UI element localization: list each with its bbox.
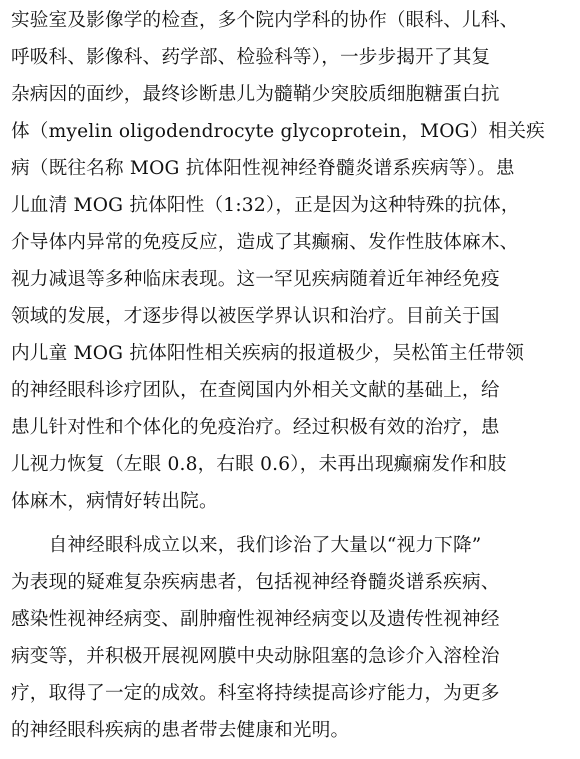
paragraph-line: 的神经眼科诊疗团队，在查阅国内外相关文献的基础上，给 bbox=[11, 380, 500, 401]
paragraph-line: 介导体内异常的免疫反应，造成了其癫痫、发作性肢体麻木、 bbox=[11, 232, 519, 253]
paragraph-line: 的神经眼科疾病的患者带去健康和光明。 bbox=[11, 720, 350, 741]
paragraph-line: 疗，取得了一定的成效。科室将持续提高诊疗能力，为更多 bbox=[11, 683, 500, 704]
paragraph-line: 实验室及影像学的检查，多个院内学科的协作（眼科、儿科、 bbox=[11, 10, 519, 31]
paragraph-line: 体麻木，病情好转出院。 bbox=[11, 491, 218, 512]
paragraph-line: 儿视力恢复（左眼 0.8，右眼 0.6），未再出现癫痫发作和肢 bbox=[11, 454, 507, 475]
paragraph-line: 儿血清 MOG 抗体阳性（1:32），正是因为这种特殊的抗体， bbox=[11, 195, 520, 216]
paragraph-line: 为表现的疑难复杂疾病患者，包括视神经脊髓炎谱系疾病、 bbox=[11, 572, 500, 593]
paragraph-line: 患儿针对性和个体化的免疫治疗。经过积极有效的治疗，患 bbox=[11, 417, 500, 438]
paragraph-line: 病变等，并积极开展视网膜中央动脉阻塞的急诊介入溶栓治 bbox=[11, 646, 500, 667]
paragraph-line: 病（既往名称 MOG 抗体阳性视神经脊髓炎谱系疾病等）。患 bbox=[11, 158, 515, 179]
paragraph-line: 体（myelin oligodendrocyte glycoprotein，MOG）相关疾 bbox=[11, 121, 545, 142]
paragraph-line: 领域的发展，才逐步得以被医学界认识和治疗。目前关于国 bbox=[11, 306, 500, 327]
paragraph-line: 视力减退等多种临床表现。这一罕见疾病随着近年神经免疫 bbox=[11, 269, 500, 290]
paragraph-line: 呼吸科、影像科、药学部、检验科等），一步步揭开了其复 bbox=[11, 47, 491, 68]
paragraph-line: 自神经眼科成立以来，我们诊治了大量以“视力下降” bbox=[11, 535, 482, 556]
paragraph-line: 内儿童 MOG 抗体阳性相关疾病的报道极少，吴松笛主任带领 bbox=[11, 343, 525, 364]
paragraph-line: 杂病因的面纱，最终诊断患儿为髓鞘少突胶质细胞糖蛋白抗 bbox=[11, 84, 500, 105]
paragraph-line: 感染性视神经病变、副肿瘤性视神经病变以及遗传性视神经 bbox=[11, 609, 500, 630]
